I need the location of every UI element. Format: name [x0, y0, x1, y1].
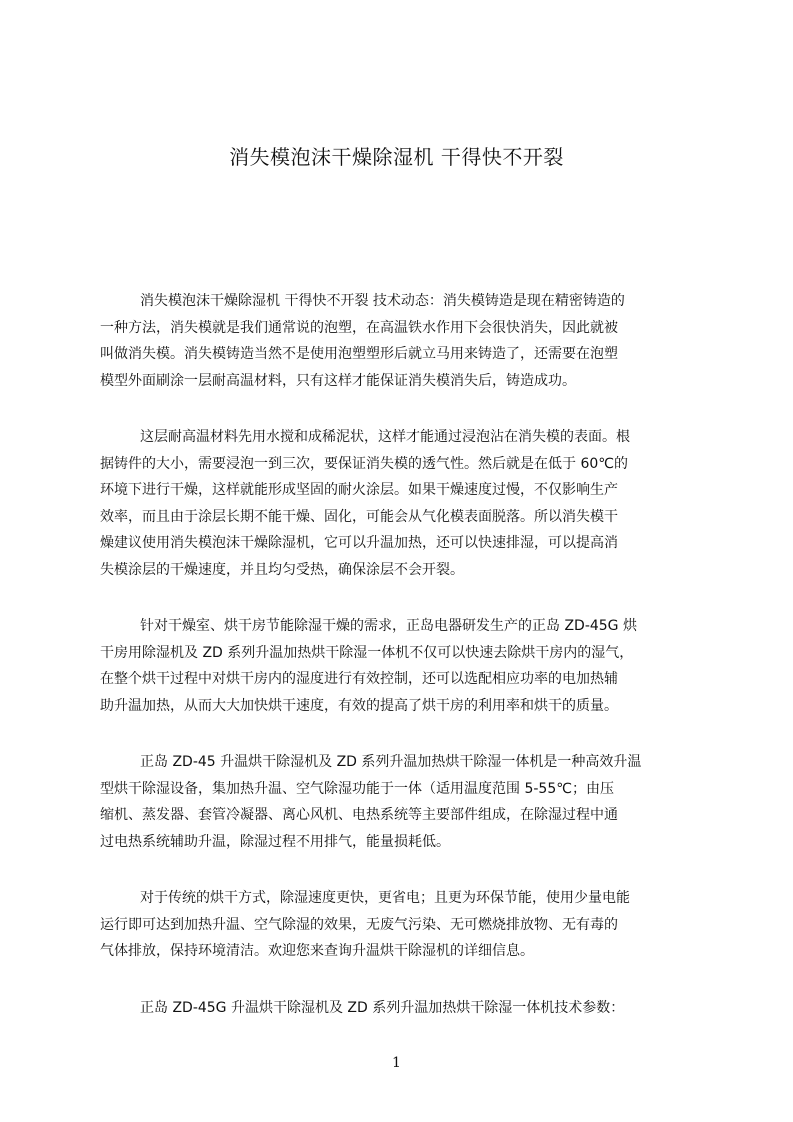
paragraph-line: 据铸件的大小，需要浸泡一到三次，要保证消失模的透气性。然后就是在低于 60℃的: [100, 455, 628, 472]
paragraph-line: 消失模泡沫干燥除湿机 干得快不开裂 技术动态：消失模铸造是现在精密铸造的: [140, 293, 625, 309]
document-body: [100, 288, 700, 1021]
paragraph-line: 一种方法，消失模就是我们通常说的泡塑，在高温铁水作用下会很快消失，因此就被: [100, 319, 618, 336]
paragraph-line: 型烘干除湿设备，集加热升温、空气除湿功能于一体（适用温度范围 5-55℃；由压: [100, 780, 614, 797]
paragraph-2: [100, 424, 700, 583]
paragraph-line: 针对干燥室、烘干房节能除湿干燥的需求，正岛电器研发生产的正岛 ZD-45G 烘: [140, 618, 637, 634]
paragraph-line: 在整个烘干过程中对烘干房内的湿度进行有效控制，还可以选配相应功率的电加热辅: [100, 671, 618, 687]
paragraph-line: 过电热系统辅助升温，除湿过程不用排气，能量损耗低。: [100, 833, 450, 850]
paragraph-line: 缩机、蒸发器、套管冷凝器、离心风机、电热系统等主要部件组成，在除湿过程中通: [100, 807, 618, 823]
paragraph-line: 对于传统的烘干方式，除湿速度更快，更省电；且更为环保节能，使用少量电能: [140, 890, 630, 906]
paragraph-line: 燥建议使用消失模泡沫干燥除湿机，它可以升温加热，还可以快速排湿，可以提高消: [100, 535, 618, 551]
paragraph-line: 气体排放，保持环境清洁。欢迎您来查询升温烘干除湿机的详细信息。: [100, 943, 534, 959]
paragraph-3: [100, 613, 700, 719]
paragraph-line: 干房用除湿机及 ZD 系列升温加热烘干除湿一体机不仅可以快速去除烘干房内的湿气，: [100, 644, 634, 661]
paragraph-line: 效率，而且由于涂层长期不能干燥、固化，可能会从气化模表面脱落。所以消失模干: [100, 508, 618, 525]
paragraph-line: 模型外面刷涂一层耐高温材料，只有这样才能保证消失模消失后，铸造成功。: [100, 372, 576, 389]
paragraph-line: 这层耐高温材料先用水搅和成稀泥状，这样才能通过浸泡沾在消失模的表面。根: [140, 429, 630, 445]
page-number: 1: [392, 1055, 401, 1071]
paragraph-5: [100, 885, 700, 965]
paragraph-6: [100, 995, 700, 1022]
paragraph-1: [100, 288, 700, 394]
paragraph-line: 环境下进行干燥，这样就能形成坚固的耐火涂层。如果干燥速度过慢，不仅影响生产: [100, 482, 618, 498]
document-title: 消失模泡沫干燥除湿机 干得快不开裂: [229, 145, 564, 169]
paragraph-line: 叫做消失模。消失模铸造当然不是使用泡塑塑形后就立马用来铸造了，还需要在泡塑: [100, 346, 618, 362]
paragraph-line: 正岛 ZD-45G 升温烘干除湿机及 ZD 系列升温加热烘干除湿一体机技术参数：: [140, 999, 625, 1016]
paragraph-line: 助升温加热，从而大大加快烘干速度，有效的提高了烘干房的利用率和烘干的质量。: [100, 697, 618, 714]
paragraph-4: [100, 749, 700, 855]
paragraph-line: 失模涂层的干燥速度，并且均匀受热，确保涂层不会开裂。: [100, 561, 464, 578]
paragraph-line: 运行即可达到加热升温、空气除湿的效果，无废气污染、无可燃烧排放物、无有毒的: [100, 916, 618, 933]
paragraph-line: 正岛 ZD-45 升温烘干除湿机及 ZD 系列升温加热烘干除湿一体机是一种高效升温: [140, 754, 642, 770]
